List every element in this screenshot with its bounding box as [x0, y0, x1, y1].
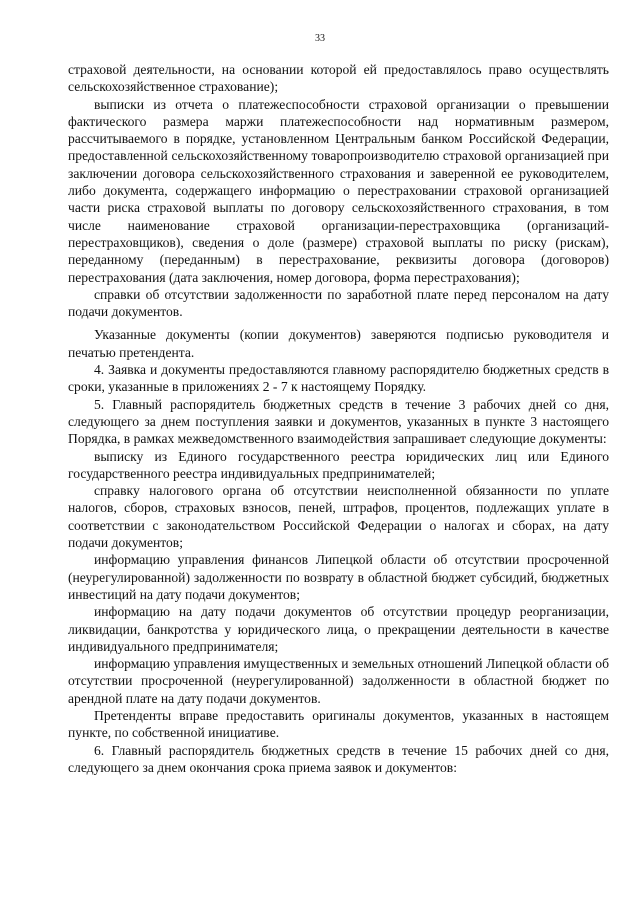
paragraph-property-info: информацию управления имущественных и земельных отношений Липецкой области об отсутствии просроченной (неурегулированной) задолженности в областной бюджет по арендной плате на дату подачи документов. [68, 656, 609, 706]
paragraph-certification: Указанные документы (копии документов) заверяются подписью руководителя и печатью претендента. [68, 327, 609, 360]
paragraph-salary-debt-certificate: справки об отсутствии задолженности по заработной плате перед персоналом на дату подачи документов. [68, 286, 609, 320]
paragraph-item-5: 5. Главный распорядитель бюджетных средств в течение 3 рабочих дней со дня, следующего за днем поступления заявки и документов, указанных в пункте 3 настоящего Порядка, в рамках межведомственного взаимодействия запрашивает следующие документы: [68, 396, 609, 447]
paragraph-applicants-right: Претенденты вправе предоставить оригиналы документов, указанных в настоящем пункте, по собственной инициативе. [68, 707, 609, 741]
paragraph-solvency-report: выписки из отчета о платежеспособности страховой организации о превышении фактического размера маржи платежеспособности над нормативным размером, рассчитываемого в порядке, установленном Центральным банком Российской Федерации, предоставленной сельскохозяйственному товаропроизводителю страховой организацией при заключении договора сельскохозяйственного страхования и заверенной ее руководителем, либо документа, содержащего информацию о перестраховании страховой организацией части риска страховой выплаты по договору сельскохозяйственного страхования, в том числе наименование страховой организации-перестраховщика (организаций-перестраховщиков), сведения о доле (размере) страховой выплаты по риску (рискам), переданному (переданным) в перестрахование, реквизиты договора (договоров) перестрахования (дата заключения, номер договора, форма перестрахования); [68, 96, 609, 285]
paragraph-item-6: 6. Главный распорядитель бюджетных средств в течение 15 рабочих дней со дня, следующего за днем окончания срока приема заявок и документов: [68, 742, 609, 775]
paragraph-reorganization-info: информацию на дату подачи документов об отсутствии процедур реорганизации, ликвидации, банкротства у юридического лица, о прекращении деятельности в качестве индивидуального предпринимателя; [68, 604, 609, 654]
page-number: 33 [315, 33, 325, 44]
paragraph-finance-info: информацию управления финансов Липецкой области об отсутствии просроченной (неурегулированной) задолженности по возврату в областной бюджет субсидий, бюджетных инвестиций на дату подачи документов; [68, 552, 609, 602]
paragraph-registry-extract: выписку из Единого государственного реестра юридических лиц или Единого государственного реестра индивидуальных предпринимателей; [68, 448, 609, 481]
paragraph-continuation: страховой деятельности, на основании которой ей предоставлялось право осуществлять сельскохозяйственное страхование); [68, 62, 609, 95]
document-body [68, 61, 609, 776]
paragraph-tax-certificate: справку налогового органа об отсутствии неисполненной обязанности по уплате налогов, сборов, страховых взносов, пеней, штрафов, процентов, подлежащих уплате в соответствии с законодательством Российской Федерации о налогах и сборах, на дату подачи документов; [68, 483, 609, 551]
paragraph-item-4: 4. Заявка и документы предоставляются главному распорядителю бюджетных средств в сроки, указанные в приложениях 2 - 7 к настоящему Порядку. [68, 362, 609, 395]
